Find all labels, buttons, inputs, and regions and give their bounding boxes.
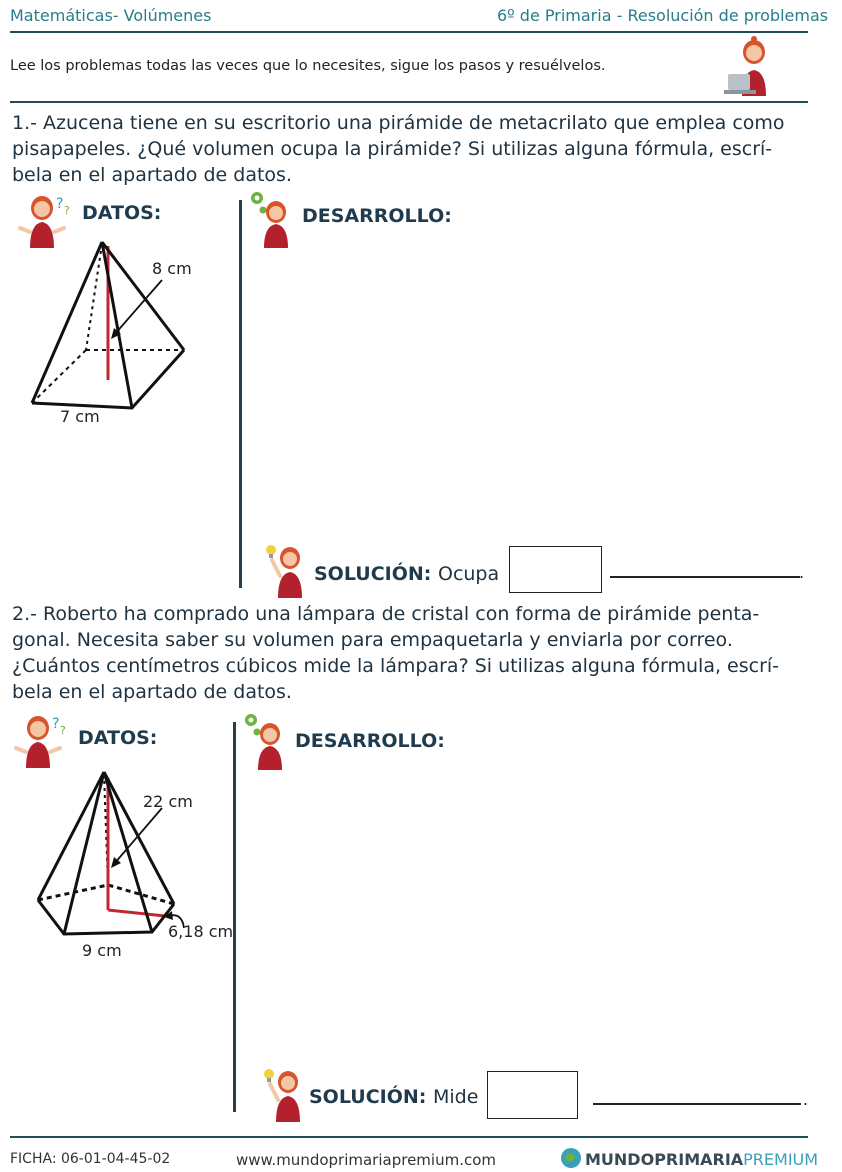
- problem2-line: 2.- Roberto ha comprado una lámpara de cristal con forma de pirámide penta-: [12, 603, 760, 625]
- header-level: 6º de Primaria - Resolución de problemas: [497, 6, 829, 25]
- answer-box[interactable]: [509, 546, 602, 593]
- brand-logo-main: MUNDOPRIMARIA: [585, 1150, 744, 1169]
- header-subject: Matemáticas- Volúmenes: [10, 6, 212, 25]
- datos-heading: DATOS:: [78, 727, 158, 749]
- problem2-divider: [233, 722, 236, 1112]
- answer-period: .: [803, 1090, 809, 1109]
- answer-box[interactable]: [487, 1071, 578, 1119]
- intro-text: Lee los problemas todas las veces que lo necesites, sigue los pasos y resuélvelos.: [10, 58, 606, 74]
- brand-logo-premium: PREMIUM: [743, 1150, 819, 1169]
- pentagonal-pyramid-figure: [20, 760, 220, 940]
- svg-text:?: ?: [52, 716, 60, 732]
- girl-idea-bulb-icon: [262, 542, 308, 598]
- problem1-line: pisapapeles. ¿Qué volumen ocupa la pirámide? Si utilizas alguna fórmula, escrí-: [12, 138, 773, 160]
- girl-thinking-gears-icon: [242, 712, 288, 770]
- svg-text:?: ?: [64, 204, 70, 217]
- intro-rule: [10, 101, 808, 103]
- pyramid2-height-label: 22 cm: [143, 792, 193, 811]
- datos-heading: DATOS:: [82, 202, 162, 224]
- globe-logo-icon: [560, 1147, 582, 1169]
- website-link[interactable]: www.mundoprimariapremium.com: [236, 1151, 496, 1169]
- footer-rule: [10, 1136, 808, 1138]
- brand-logo: [585, 1150, 818, 1169]
- svg-text:?: ?: [60, 724, 66, 737]
- desarrollo-heading: DESARROLLO:: [295, 730, 445, 752]
- girl-idea-bulb-icon: [260, 1066, 306, 1122]
- solucion-label: SOLUCIÓN:: [309, 1086, 427, 1108]
- problem2-line: ¿Cuántos centímetros cúbicos mide la lámpara? Si utilizas alguna fórmula, escrí-: [12, 655, 780, 677]
- girl-thinking-gears-icon: [248, 190, 294, 248]
- answer-unit-line[interactable]: [610, 576, 800, 578]
- problem2-line: gonal. Necesita saber su volumen para empaquetarla y enviarla por correo.: [12, 629, 733, 651]
- header-rule: [10, 31, 808, 33]
- solucion-heading: [314, 563, 499, 585]
- problem1-line: 1.- Azucena tiene en su escritorio una pirámide de metacrilato que emplea como: [12, 112, 785, 134]
- problem1-divider: [239, 200, 242, 588]
- svg-text:?: ?: [56, 196, 64, 212]
- pyramid2-apothem-label: 6,18 cm: [168, 922, 234, 941]
- problem1-statement: [12, 110, 812, 188]
- pyramid2-base-label: 9 cm: [82, 941, 122, 960]
- girl-laptop-icon: [722, 36, 778, 100]
- answer-unit-line[interactable]: [593, 1103, 801, 1105]
- solucion-heading: [309, 1086, 478, 1108]
- problem1-line: bela en el apartado de datos.: [12, 164, 292, 186]
- pyramid1-height-label: 8 cm: [152, 259, 192, 278]
- solution-word: Mide: [432, 1086, 479, 1108]
- problem2-statement: [12, 601, 812, 705]
- pyramid1-base-label: 7 cm: [60, 407, 100, 426]
- desarrollo-heading: DESARROLLO:: [302, 205, 452, 227]
- solution-word: Ocupa: [437, 563, 500, 585]
- solucion-label: SOLUCIÓN:: [314, 563, 432, 585]
- answer-period: .: [799, 563, 805, 582]
- problem2-line: bela en el apartado de datos.: [12, 681, 292, 703]
- ficha-code: FICHA: 06-01-04-45-02: [10, 1151, 171, 1167]
